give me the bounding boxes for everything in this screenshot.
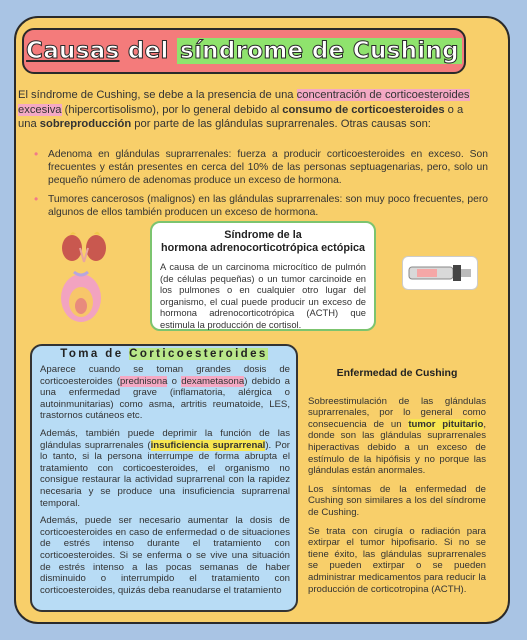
kidney-icon (58, 228, 110, 264)
insufficiency-highlight: insuficiencia suprarrenal (150, 439, 266, 451)
ectopic-text: A causa de un carcinoma microcítico de pulmón (de células pequeñas) o un tumor carcinoide en los pulmones o en cualquier otro lugar del organismo, el cual puede producir un exceso de hormona adrenocorticotrópica (ACTH) que estimula la producción de cortisol. (160, 261, 366, 330)
title-highlight: síndrome de Cushing (177, 38, 462, 64)
intro-bold: consumo de corticoesteroides (282, 103, 445, 116)
medicine-vial-icon (402, 256, 478, 290)
toma-paragraph (40, 364, 290, 422)
drug-highlight: dexametasona (181, 375, 245, 387)
ectopic-acth-box (150, 221, 376, 331)
tumor-highlight: tumor pituitario (408, 418, 484, 430)
toma-text: ). Por lo tanto, si la persona interrumpe de forma abrupta el tratamiento con corticoesteroides, el organismo no consigue restaurar la actividad suprarrenal con la rapidez necesaria y se produce una insuficiencia suprarrenal temporal. (40, 439, 290, 509)
toma-body (40, 364, 290, 602)
intro-text: por parte de las glándulas suprarrenales. Otras causas son: (131, 118, 431, 130)
list-item: • Tumores cancerosos (malignos) en las glándulas suprarrenales: son muy poco frecuentes, pero algunos de ellos también producen un exceso de hormona. (48, 193, 488, 219)
adrenal-gland-icon (56, 268, 106, 326)
toma-title-part: Toma de (60, 348, 130, 360)
title-word-causas: Causas (26, 38, 120, 64)
toma-title-highlight: Corticoesteroides (129, 348, 268, 360)
toma-title (32, 348, 296, 360)
page-title (26, 38, 462, 64)
list-item: • Adenoma en glándulas suprarrenales: fuerza a producir corticoesteroides en exceso. Son frecuentes y están presentes en cerca del 10% de las personas septuagenarias, pero, solo un pequeño número de adenomas produce un exceso de hormona. (48, 148, 488, 188)
intro-text: o a una (18, 103, 464, 130)
enfermedad-cushing-section (308, 368, 486, 602)
toma-paragraph: Además, puede ser necesario aumentar la dosis de corticoesteroides en caso de enfermedad o de situaciones de estrés intenso durante el tratamiento con corticoesteroides. Si se enferma o se vive una situación de estrés intenso a las pocas semanas de haber disminuido o interrumpido el tratamiento con corticoesteroides, quizás deba reanudarse el tratamiento (40, 515, 290, 596)
toma-text: Además, también puede deprimir la función de las glándulas suprarrenales ( (40, 427, 290, 451)
intro-paragraph (18, 88, 480, 132)
enf-title: Enfermedad de Cushing (336, 367, 458, 379)
ectopic-title-line: hormona adrenocorticotrópica ectópica (161, 242, 365, 254)
enf-paragraph (308, 396, 486, 477)
intro-highlight: concentración de corticoesteroides excesiva (18, 89, 470, 116)
intro-text: (hipercortisolismo), por lo general debido al (61, 103, 283, 116)
toma-text: o (167, 375, 182, 387)
drug-highlight: prednisona (119, 375, 168, 387)
enf-paragraph: Se trata con cirugía o radiación para extirpar el tumor hipofisario. Si no se tiene éxito, las glándulas suprarrenales se pueden extirpar o se pueden administrar medicamentos para reducir la producción de corticotropina (ACTH). (308, 525, 486, 595)
causes-list (48, 148, 488, 224)
intro-text: El síndrome de Cushing, se debe a la presencia de una (18, 89, 297, 101)
title-banner (22, 28, 466, 74)
intro-bold: sobreproducción (39, 118, 132, 130)
enf-paragraph: Los síntomas de la enfermedad de Cushing son similares a los del síndrome de Cushing. (308, 483, 486, 518)
toma-paragraph (40, 428, 290, 509)
title-word-del: del (119, 38, 177, 64)
enf-text: , donde son las glándulas suprarrenales hiperactivas debido a un exceso de estímulo de la hipófisis y no porque las glándulas están anormales. (308, 418, 486, 477)
toma-text: ) debido a una enfermedad grave (inflamatoria, alérgica o autoinmunitarias) como asma, artritis reumatoide, LES, trastornos cutáneos etc. (40, 375, 290, 422)
toma-corticoesteroides-box (30, 344, 298, 612)
ectopic-title-line: Síndrome de la (224, 229, 302, 241)
toma-text: Aparece cuando se toman grandes dosis de corticoesteroides ( (40, 364, 290, 387)
ectopic-title (152, 229, 374, 255)
enf-text: Sobreestimulación de las glándulas suprarrenales, por lo general como consecuencia de un (308, 395, 486, 430)
